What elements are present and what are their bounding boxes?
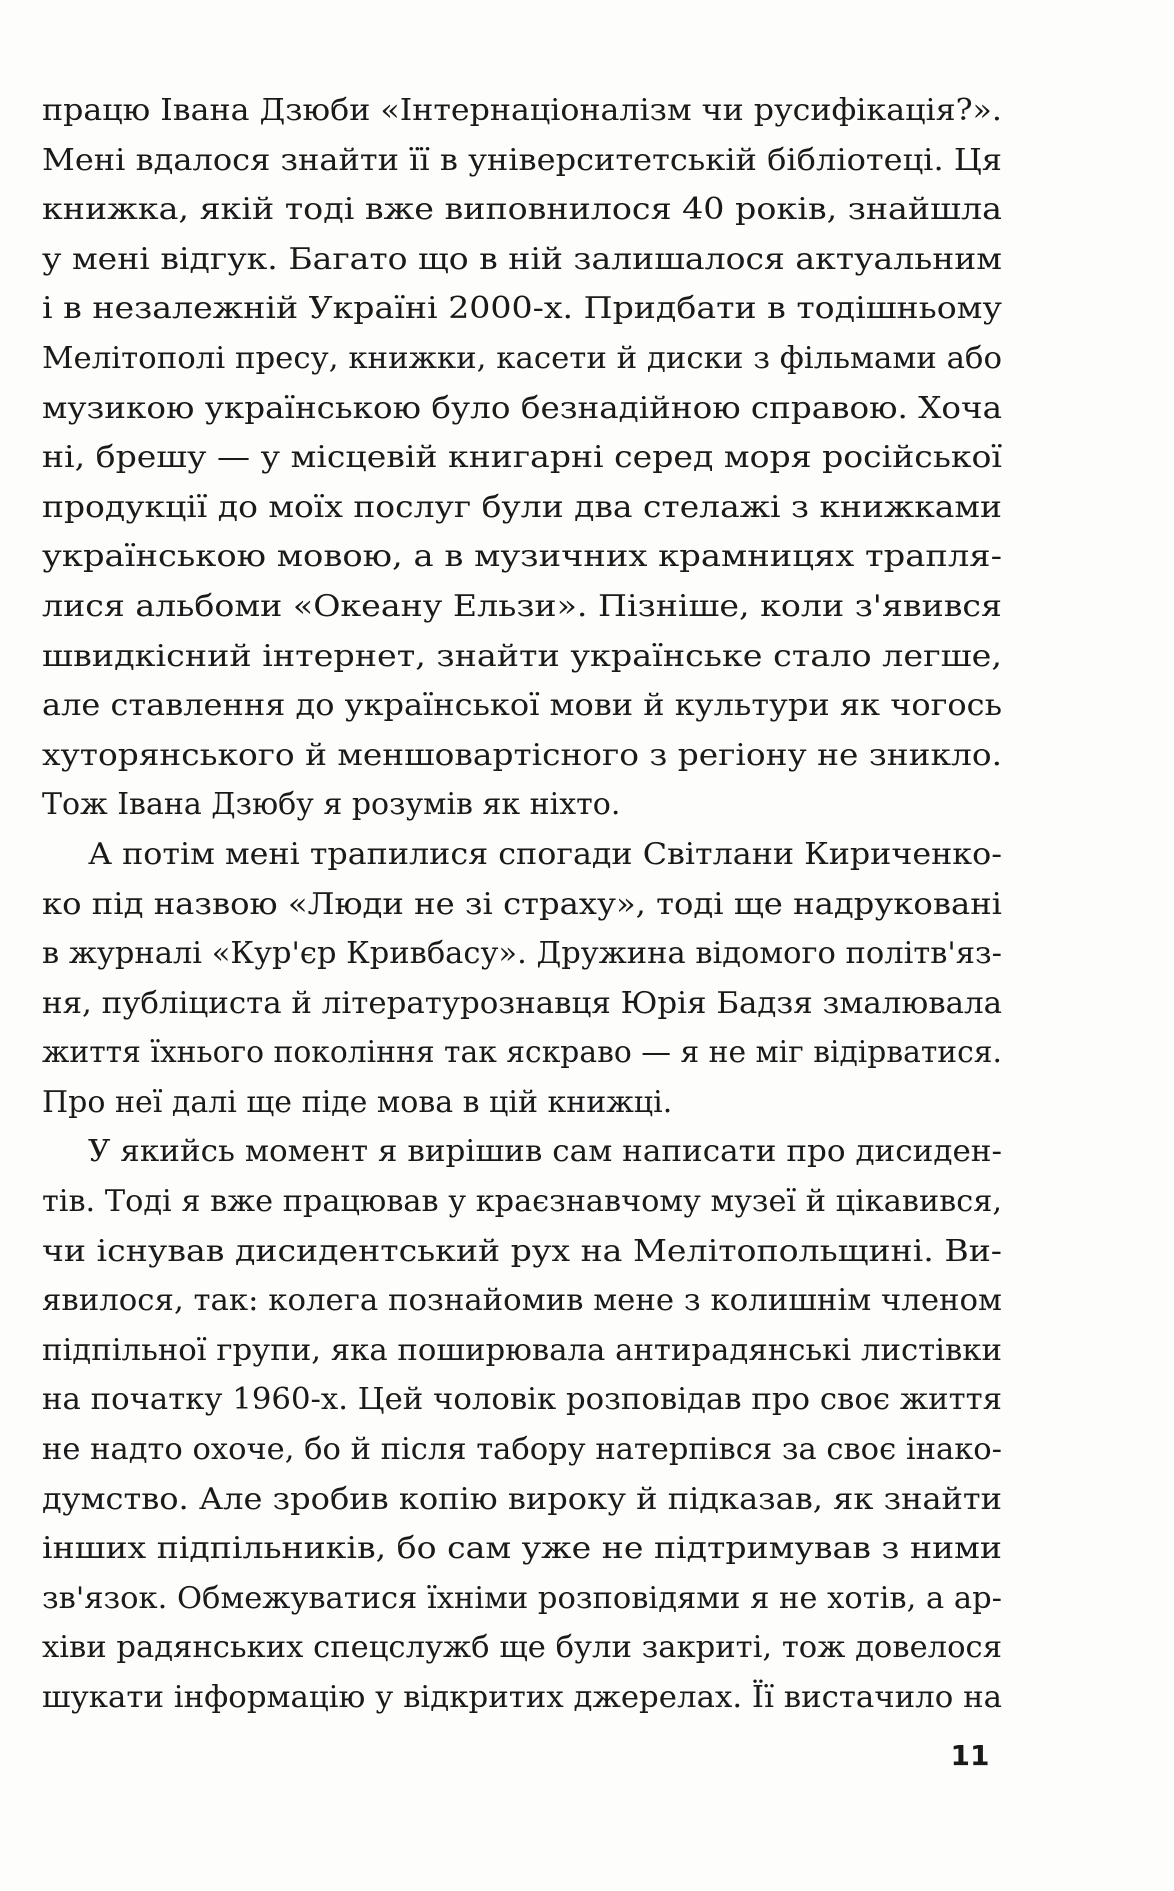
text-line: думство. Але зробив копію вироку й підказав, як знайти [42,1481,1003,1517]
text-line: в журналі «Кур'єр Кривбасу». Дружина відомого політв'яз- [42,936,1002,972]
text-line: підпільної групи, яка поширювала антирадянські листівки [42,1332,1003,1368]
text-line: не надто охоче, бо й після табору натерпівся за своє інако- [42,1432,1002,1468]
text-line: книжка, якій тоді вже виповнилося 40 років, знайшла [42,192,1002,228]
text-line: А потім мені трапилися спогади Світлани Кириченко- [88,836,1002,872]
text-line: ня, публіциста й літературознавця Юрія Бадзя змалювала [42,985,1002,1021]
text-line: Мені вдалося знайти її в університетській бібліотеці. Ця [42,142,1002,178]
text-line: продукції до моїх послуг були два стелажі з книжками [42,489,1002,525]
text-line: на початку 1960-х. Цей чоловік розповідав про своє життя [42,1382,1002,1418]
text-line: ні, брешу — у місцевій книгарні серед моря російської [42,440,1002,476]
text-line: тів. Тоді я вже працював у краєзнавчому музеї й цікавився, [42,1184,1002,1220]
text-line: У якийсь момент я вирішив сам написати про дисиден- [88,1134,1002,1170]
text-line: швидкісний інтернет, знайти українське стало легше, [42,638,1002,674]
text-line: Мелітополі пресу, книжки, касети й диски з фільмами або [42,340,1002,376]
text-line: шукати інформацію у відкритих джерелах. Її вистачило на [42,1680,1002,1715]
text-line: працю Івана Дзюби «Інтернаціоналізм чи русифікація?». [42,93,1002,128]
text-line: музикою українською було безнадійною справою. Хоча [42,390,1002,426]
text-line: лися альбоми «Океану Ельзи». Пізніше, коли з'явився [42,588,1002,624]
text-line: Про неї далі ще піде мова в цій книжці. [42,1084,673,1120]
text-line: зв'язок. Обмежуватися їхніми розповідями я не хотів, а ар- [42,1580,1002,1616]
text-line: і в незалежній Україні 2000-х. Придбати в тодішньому [42,291,1002,327]
text-line: у мені відгук. Багато що в ній залишалося актуальним [42,241,1002,277]
text-line: життя їхнього покоління так яскраво — я не міг відірватися. [42,1035,1002,1071]
text-line: українською мовою, а в музичних крамницях трапля- [42,539,1002,575]
text-line: Тож Івана Дзюбу я розумів як ніхто. [42,787,621,823]
text-line: ко під назвою «Люди не зі страху», тоді ще надруковані [42,886,1002,922]
text-line: інших підпільників, бо сам уже не підтримував з ними [42,1531,1002,1567]
page-number: 11 [950,1739,990,1772]
text-line: хуторянського й меншовартісного з регіону не зникло. [42,737,1003,773]
text-line: явилося, так: колега познайомив мене з колишнім членом [42,1283,1002,1319]
text-line: але ставлення до української мови й культури як чогось [42,688,1003,724]
text-line: хіви радянських спецслужб ще були закриті, тож довелося [42,1630,1002,1666]
body-text [42,86,1042,1723]
text-line: чи існував дисидентський рух на Мелітопольщині. Ви- [42,1233,1002,1269]
